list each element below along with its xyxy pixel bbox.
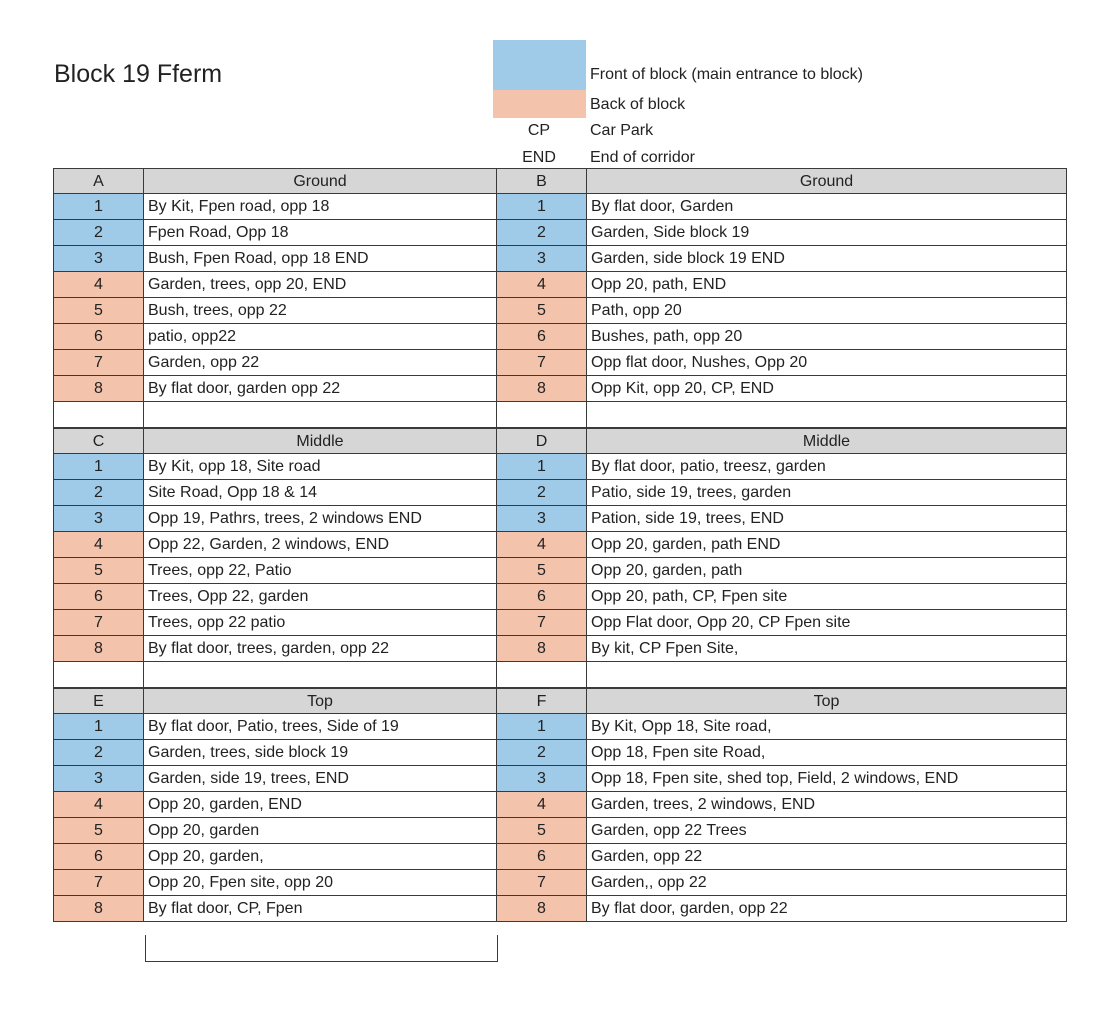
empty-cell [144, 662, 497, 687]
legend-end-code: END [522, 149, 556, 166]
flat-number: 5 [497, 298, 587, 323]
flat-number: 5 [497, 818, 587, 843]
table-row [53, 870, 497, 896]
location-description: Opp 18, Fpen site Road, [587, 740, 1067, 765]
location-description: By flat door, CP, Fpen [144, 896, 497, 921]
location-description: Opp 19, Pathrs, trees, 2 windows END [144, 506, 497, 531]
legend [490, 40, 950, 170]
table-row [53, 636, 497, 662]
location-description: Trees, opp 22, Patio [144, 558, 497, 583]
location-description: By flat door, patio, treesz, garden [587, 454, 1067, 479]
location-description: By Kit, Opp 18, Site road, [587, 714, 1067, 739]
flat-number: 1 [54, 194, 144, 219]
flat-number: 4 [497, 792, 587, 817]
floor-label: Top [144, 689, 497, 713]
table-header-row [497, 168, 1067, 194]
flat-number: 3 [54, 766, 144, 791]
flat-number: 4 [54, 532, 144, 557]
flat-number: 5 [54, 298, 144, 323]
location-description: Garden,, opp 22 [587, 870, 1067, 895]
legend-end-label: End of corridor [590, 149, 695, 166]
flat-number: 2 [497, 220, 587, 245]
empty-cell [54, 402, 144, 427]
table-row [53, 298, 497, 324]
table-row [53, 818, 497, 844]
block-table-left [53, 428, 497, 688]
location-description: Pation, side 19, trees, END [587, 506, 1067, 531]
flat-number: 8 [54, 896, 144, 921]
flat-number: 3 [497, 246, 587, 271]
flat-number: 7 [54, 870, 144, 895]
flat-number: 7 [54, 350, 144, 375]
table-row [497, 766, 1067, 792]
flat-number: 6 [497, 584, 587, 609]
flat-number: 1 [497, 714, 587, 739]
location-description: Garden, side 19, trees, END [144, 766, 497, 791]
flat-number: 8 [497, 636, 587, 661]
location-description: By flat door, trees, garden, opp 22 [144, 636, 497, 661]
table-row [53, 740, 497, 766]
legend-cp-code: CP [527, 122, 551, 139]
empty-cell [587, 402, 1067, 427]
block-table-right [497, 428, 1067, 688]
location-description: Fpen Road, Opp 18 [144, 220, 497, 245]
table-row [497, 714, 1067, 740]
table-row [497, 896, 1067, 922]
table-row [53, 376, 497, 402]
flat-number: 2 [497, 480, 587, 505]
legend-swatch-front [493, 40, 586, 90]
table-header-row [497, 688, 1067, 714]
table-header-row [53, 168, 497, 194]
block-table-right [497, 688, 1067, 922]
table-row [53, 350, 497, 376]
table-row [497, 636, 1067, 662]
location-description: Opp Flat door, Opp 20, CP Fpen site [587, 610, 1067, 635]
table-row-empty [497, 402, 1067, 428]
table-row [497, 610, 1067, 636]
legend-swatch-back [493, 90, 586, 118]
location-description: patio, opp22 [144, 324, 497, 349]
location-description: Opp 20, garden, path END [587, 532, 1067, 557]
table-row-empty [497, 662, 1067, 688]
location-description: Trees, Opp 22, garden [144, 584, 497, 609]
table-row [53, 454, 497, 480]
location-description: By flat door, garden, opp 22 [587, 896, 1067, 921]
flat-number: 3 [54, 506, 144, 531]
floor-section [53, 688, 1067, 948]
flat-number: 4 [54, 272, 144, 297]
table-row [53, 896, 497, 922]
table-row [497, 558, 1067, 584]
flat-number: 6 [54, 844, 144, 869]
table-row [53, 246, 497, 272]
block-id: D [497, 429, 587, 453]
flat-number: 3 [497, 506, 587, 531]
table-row [497, 298, 1067, 324]
table-row [497, 506, 1067, 532]
floor-section [53, 428, 1067, 688]
flat-number: 8 [54, 636, 144, 661]
room-location-grid [53, 168, 1067, 948]
empty-cell [54, 662, 144, 687]
legend-cp-label: Car Park [590, 122, 654, 139]
location-description: Opp 20, garden, END [144, 792, 497, 817]
location-description: Garden, opp 22 [144, 350, 497, 375]
table-row [497, 454, 1067, 480]
location-description: By flat door, Patio, trees, Side of 19 [144, 714, 497, 739]
table-row [53, 792, 497, 818]
flat-number: 1 [54, 714, 144, 739]
flat-number: 7 [497, 610, 587, 635]
table-row [53, 532, 497, 558]
table-row [497, 480, 1067, 506]
location-description: Garden, trees, side block 19 [144, 740, 497, 765]
block-table-left [53, 688, 497, 922]
table-row [497, 194, 1067, 220]
flat-number: 5 [497, 558, 587, 583]
table-header-row [53, 428, 497, 454]
location-description: Trees, opp 22 patio [144, 610, 497, 635]
location-description: Opp 20, path, CP, Fpen site [587, 584, 1067, 609]
block-table-left [53, 168, 497, 428]
table-row [53, 272, 497, 298]
table-row [53, 194, 497, 220]
legend-front-label: Front of block (main entrance to block) [590, 66, 864, 83]
table-row [53, 558, 497, 584]
block-id: B [497, 169, 587, 193]
flat-number: 7 [497, 350, 587, 375]
floor-label: Middle [144, 429, 497, 453]
floor-label: Middle [587, 429, 1067, 453]
location-description: Patio, side 19, trees, garden [587, 480, 1067, 505]
block-id: C [54, 429, 144, 453]
table-row [497, 844, 1067, 870]
flat-number: 1 [497, 194, 587, 219]
location-description: Garden, Side block 19 [587, 220, 1067, 245]
location-description: Garden, opp 22 Trees [587, 818, 1067, 843]
empty-cell [497, 402, 587, 427]
table-row [497, 818, 1067, 844]
location-description: By Kit, opp 18, Site road [144, 454, 497, 479]
block-id: A [54, 169, 144, 193]
table-row [53, 714, 497, 740]
flat-number: 4 [497, 532, 587, 557]
location-description: Garden, trees, opp 20, END [144, 272, 497, 297]
flat-number: 1 [497, 454, 587, 479]
table-row [53, 220, 497, 246]
block-id: F [497, 689, 587, 713]
empty-cell [497, 662, 587, 687]
table-header-row [497, 428, 1067, 454]
flat-number: 2 [54, 220, 144, 245]
location-description: Garden, opp 22 [587, 844, 1067, 869]
location-description: Opp 18, Fpen site, shed top, Field, 2 windows, END [587, 766, 1067, 791]
floor-label: Top [587, 689, 1067, 713]
flat-number: 6 [54, 584, 144, 609]
location-description: Opp 20, garden, path [587, 558, 1067, 583]
table-row [53, 844, 497, 870]
block-id: E [54, 689, 144, 713]
table-row [53, 480, 497, 506]
table-row [497, 532, 1067, 558]
location-description: By flat door, Garden [587, 194, 1067, 219]
location-description: Opp flat door, Nushes, Opp 20 [587, 350, 1067, 375]
flat-number: 6 [54, 324, 144, 349]
table-row [53, 610, 497, 636]
flat-number: 3 [54, 246, 144, 271]
location-description: Bush, Fpen Road, opp 18 END [144, 246, 497, 271]
flat-number: 1 [54, 454, 144, 479]
location-description: Garden, side block 19 END [587, 246, 1067, 271]
flat-number: 6 [497, 844, 587, 869]
location-description: Opp 22, Garden, 2 windows, END [144, 532, 497, 557]
empty-cell [587, 662, 1067, 687]
legend-back-label: Back of block [590, 96, 686, 113]
table-row [497, 792, 1067, 818]
table-row [497, 246, 1067, 272]
location-description: Bushes, path, opp 20 [587, 324, 1067, 349]
table-row [53, 506, 497, 532]
table-row [53, 324, 497, 350]
location-description: Opp 20, garden [144, 818, 497, 843]
table-row [497, 272, 1067, 298]
table-row [497, 740, 1067, 766]
flat-number: 8 [497, 376, 587, 401]
flat-number: 6 [497, 324, 587, 349]
table-row [497, 220, 1067, 246]
location-description: Opp 20, garden, [144, 844, 497, 869]
table-row [497, 350, 1067, 376]
table-row-empty [53, 402, 497, 428]
location-description: Bush, trees, opp 22 [144, 298, 497, 323]
flat-number: 4 [497, 272, 587, 297]
table-row [53, 584, 497, 610]
location-description: By Kit, Fpen road, opp 18 [144, 194, 497, 219]
flat-number: 2 [497, 740, 587, 765]
flat-number: 7 [54, 610, 144, 635]
table-header-row [53, 688, 497, 714]
table-row [497, 376, 1067, 402]
table-row [497, 584, 1067, 610]
floor-label: Ground [587, 169, 1067, 193]
floor-label: Ground [144, 169, 497, 193]
empty-cell [144, 402, 497, 427]
location-description: By kit, CP Fpen Site, [587, 636, 1067, 661]
location-description: Opp 20, Fpen site, opp 20 [144, 870, 497, 895]
flat-number: 7 [497, 870, 587, 895]
location-description: Path, opp 20 [587, 298, 1067, 323]
table-row-empty [53, 662, 497, 688]
flat-number: 4 [54, 792, 144, 817]
flat-number: 2 [54, 480, 144, 505]
flat-number: 8 [497, 896, 587, 921]
flat-number: 8 [54, 376, 144, 401]
location-description: Opp 20, path, END [587, 272, 1067, 297]
flat-number: 5 [54, 558, 144, 583]
flat-number: 3 [497, 766, 587, 791]
location-description: Site Road, Opp 18 & 14 [144, 480, 497, 505]
table-row [497, 870, 1067, 896]
flat-number: 5 [54, 818, 144, 843]
flat-number: 2 [54, 740, 144, 765]
page-title: Block 19 Fferm [54, 60, 223, 88]
location-description: By flat door, garden opp 22 [144, 376, 497, 401]
floor-section [53, 168, 1067, 428]
table-row [497, 324, 1067, 350]
location-description: Opp Kit, opp 20, CP, END [587, 376, 1067, 401]
location-description: Garden, trees, 2 windows, END [587, 792, 1067, 817]
trailing-empty-cell [145, 935, 498, 962]
table-row [53, 766, 497, 792]
block-table-right [497, 168, 1067, 428]
